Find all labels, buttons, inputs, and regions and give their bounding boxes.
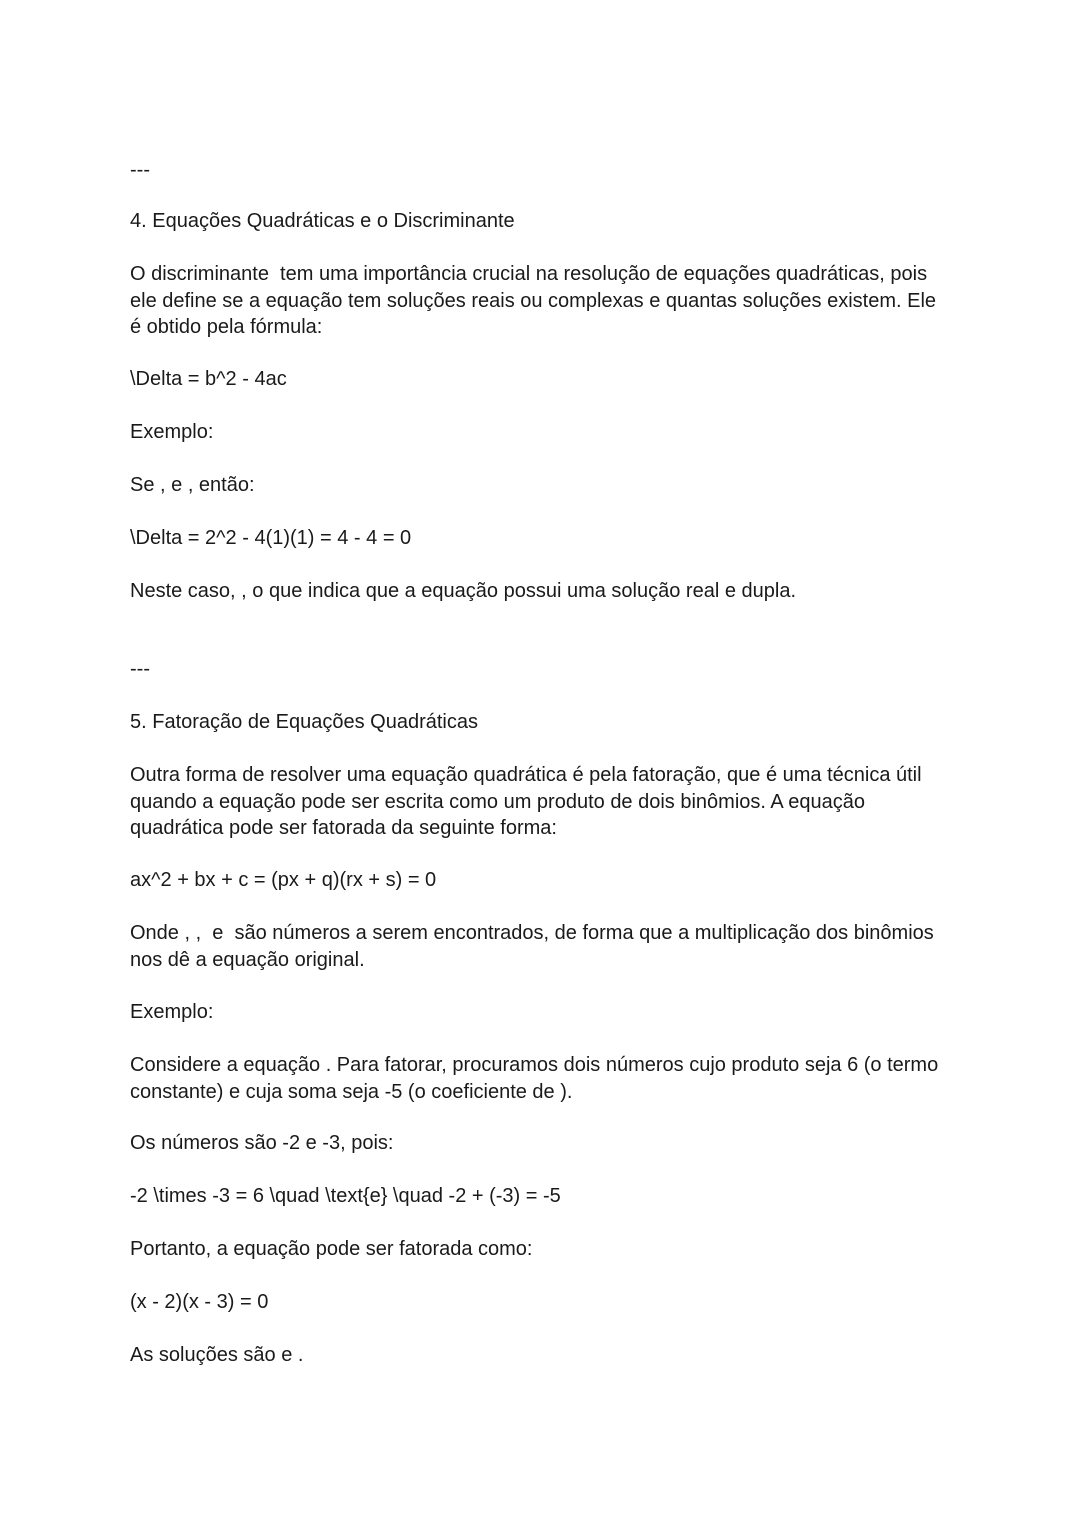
separator: --- [130, 159, 150, 181]
paragraph: Se , e , então: [130, 474, 255, 496]
paragraph [130, 920, 1030, 973]
text-line: Outra forma de resolver uma equação quadrática é pela fatoração, que é uma técnica útil [130, 764, 922, 786]
paragraph: Os números são -2 e -3, pois: [130, 1132, 394, 1154]
formula: -2 \times -3 = 6 \quad \text{e} \quad -2 + (-3) = -5 [130, 1185, 561, 1207]
text-line: nos dê a equação original. [130, 948, 365, 971]
paragraph: As soluções são e . [130, 1344, 304, 1366]
separator: --- [130, 658, 150, 680]
text-line: quando a equação pode ser escrita como um produto de dois binômios. A equação [130, 790, 865, 813]
paragraph: Portanto, a equação pode ser fatorada como: [130, 1238, 533, 1260]
paragraph: Neste caso, , o que indica que a equação possui uma solução real e dupla. [130, 580, 796, 602]
example-label: Exemplo: [130, 421, 214, 443]
paragraph [130, 1052, 1030, 1105]
formula: \Delta = 2^2 - 4(1)(1) = 4 - 4 = 0 [130, 527, 412, 549]
text-line: O discriminante tem uma importância crucial na resolução de equações quadráticas, pois [130, 263, 928, 285]
text-line: constante) e cuja soma seja -5 (o coeficiente de ). [130, 1080, 573, 1103]
formula: \Delta = b^2 - 4ac [130, 368, 287, 390]
section-heading: 4. Equações Quadráticas e o Discriminante [130, 210, 515, 232]
example-label: Exemplo: [130, 1001, 214, 1023]
text-line: é obtido pela fórmula: [130, 316, 323, 338]
text-line: quadrática pode ser fatorada da seguinte forma: [130, 817, 557, 839]
text-line: Considere a equação . Para fatorar, procuramos dois números cujo produto seja 6 (o termo [130, 1054, 939, 1076]
paragraph [130, 261, 1030, 341]
section-heading: 5. Fatoração de Equações Quadráticas [130, 711, 478, 733]
formula: (x - 2)(x - 3) = 0 [130, 1291, 269, 1313]
text-line: Onde , , e são números a serem encontrados, de forma que a multiplicação dos binômios [130, 922, 934, 944]
formula: ax^2 + bx + c = (px + q)(rx + s) = 0 [130, 869, 437, 891]
text-line: ele define se a equação tem soluções reais ou complexas e quantas soluções existem. Ele [130, 289, 937, 312]
paragraph [130, 762, 1030, 842]
